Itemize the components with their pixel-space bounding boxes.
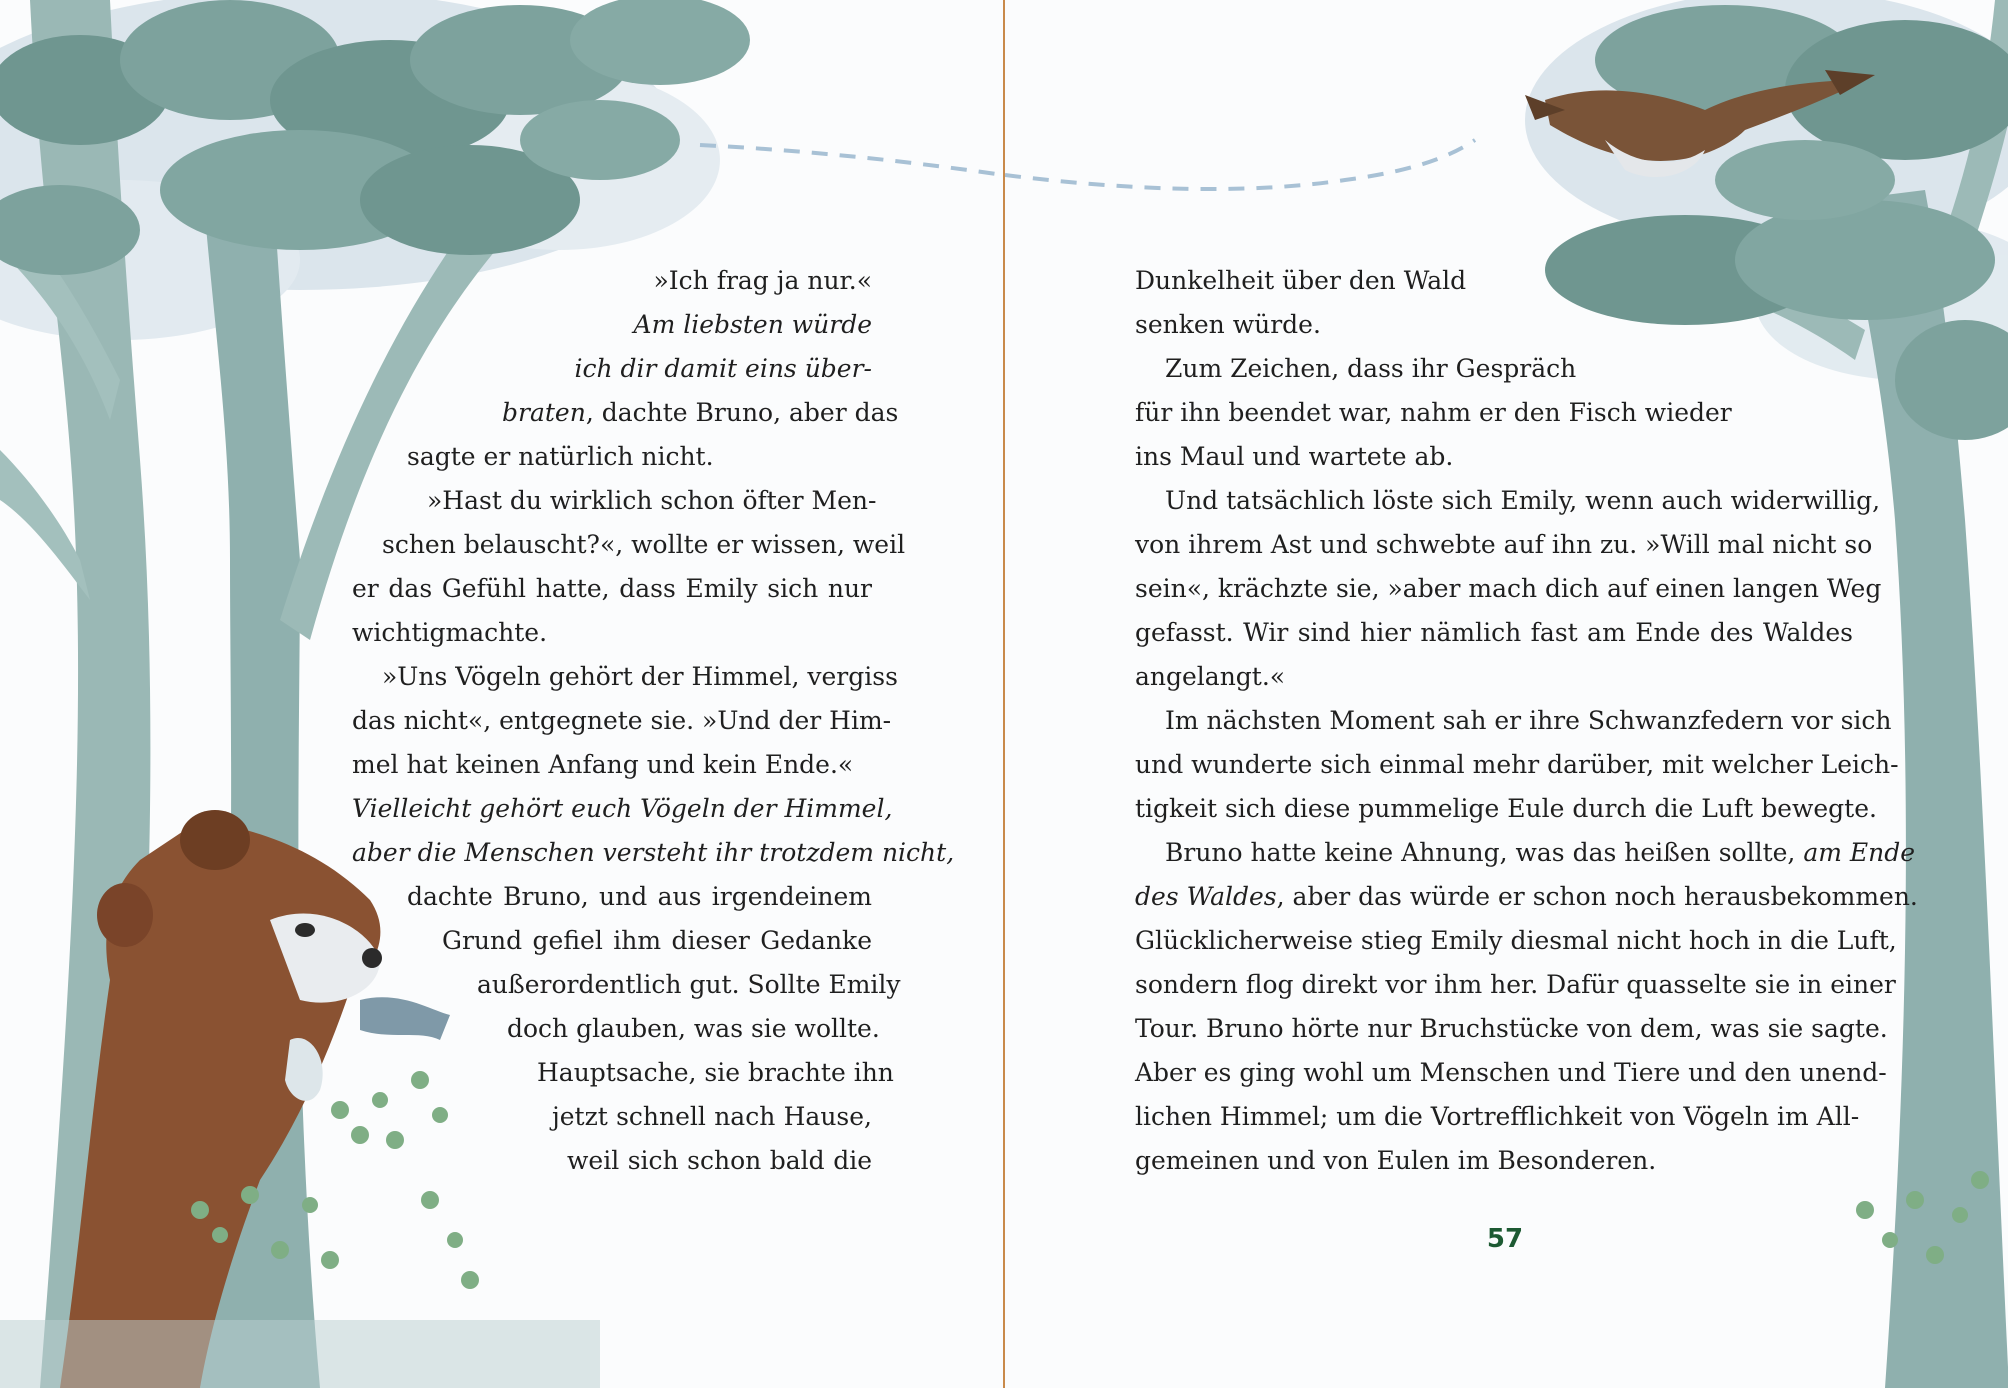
right-page: [1004, 0, 2008, 1388]
italic-word: braten: [502, 398, 586, 427]
text-line: jetzt schnell nach Hause,: [552, 1102, 872, 1131]
text-line: mel hat keinen Anfang und kein Ende.«: [352, 750, 854, 779]
text-line: [1135, 831, 1916, 875]
italic-phrase: des Waldes: [1135, 882, 1277, 911]
italic-phrase: am Ende: [1803, 838, 1916, 867]
text-line: »Ich frag ja nur.«: [653, 266, 872, 295]
text-line: Dunkelheit über den Wald: [1135, 266, 1467, 295]
text-line: aber die Menschen versteht ihr trotzdem nicht,: [352, 838, 955, 867]
text-line: lichen Himmel; um die Vortrefflichkeit von Vögeln im All-: [1135, 1102, 1860, 1131]
text-line: Tour. Bruno hörte nur Bruchstücke von dem, was sie sagte.: [1135, 1014, 1888, 1043]
text-line: senken würde.: [1135, 310, 1321, 339]
text-line: von ihrem Ast und schwebte auf ihn zu. »Will mal nicht so: [1135, 530, 1873, 559]
text-line: das nicht«, entgegnete sie. »Und der Him-: [352, 706, 892, 735]
text-line: Glücklicherweise stieg Emily diesmal nicht hoch in die Luft,: [1135, 926, 1897, 955]
text-line: doch glauben, was sie wollte.: [507, 1014, 880, 1043]
text-line: Hauptsache, sie brachte ihn: [537, 1058, 894, 1087]
text-line: Vielleicht gehört euch Vögeln der Himmel,: [352, 794, 893, 823]
text-line: weil sich schon bald die: [567, 1146, 872, 1175]
text-line: ins Maul und wartete ab.: [1135, 442, 1454, 471]
text-line: angelangt.«: [1135, 662, 1286, 691]
left-page-text: [352, 259, 955, 1183]
text-line: er das Gefühl hatte, dass Emily sich nur: [352, 574, 872, 603]
text-line: »Uns Vögeln gehört der Himmel, vergiss: [382, 662, 898, 691]
page-number: 57: [1486, 1224, 1524, 1254]
text-fragment: ,: [585, 398, 594, 427]
text-line: und wunderte sich einmal mehr darüber, mit welcher Leich-: [1135, 750, 1899, 779]
flight-path: [700, 145, 1003, 175]
text-line: [1135, 875, 1918, 919]
text-line: sondern flog direkt vor ihm her. Dafür quasselte sie in einer: [1135, 970, 1896, 999]
text-line: Und tatsächlich löste sich Emily, wenn auch widerwillig,: [1165, 486, 1881, 515]
text-line: Zum Zeichen, dass ihr Gespräch: [1165, 354, 1577, 383]
text-line: wichtigmachte.: [352, 618, 548, 647]
text-line: gefasst. Wir sind hier nämlich fast am Ende des Waldes: [1135, 618, 1853, 647]
text-line: Im nächsten Moment sah er ihre Schwanzfedern vor sich: [1165, 706, 1892, 735]
text-fragment: dachte Bruno, aber das: [601, 398, 899, 427]
text-line: Aber es ging wohl um Menschen und Tiere und den unend-: [1135, 1058, 1887, 1087]
text-line: sein«, krächzte sie, »aber mach dich auf einen langen Weg: [1135, 574, 1882, 603]
text-line: dachte Bruno, und aus irgendeinem: [407, 882, 872, 911]
text-line: »Hast du wirklich schon öfter Men-: [427, 486, 877, 515]
text-line: außerordentlich gut. Sollte Emily: [477, 970, 901, 999]
grass: [0, 1320, 600, 1388]
text-line: schen belauscht?«, wollte er wissen, weil: [382, 530, 906, 559]
flight-path: [1005, 140, 1475, 189]
text-fragment: Bruno hatte keine Ahnung, was das heißen sollte,: [1165, 838, 1796, 867]
text-line: für ihn beendet war, nahm er den Fisch wieder: [1135, 398, 1732, 427]
text-line: gemeinen und von Eulen im Besonderen.: [1135, 1146, 1657, 1175]
text-line: ich dir damit eins über-: [574, 354, 872, 383]
text-line: [352, 391, 899, 435]
right-page-text: [1135, 259, 1918, 1183]
text-line: tigkeit sich diese pummelige Eule durch die Luft bewegte.: [1135, 794, 1877, 823]
text-fragment: , aber das würde er schon noch herausbekommen.: [1276, 882, 1918, 911]
text-line: Am liebsten würde: [633, 310, 872, 339]
text-line: sagte er natürlich nicht.: [407, 442, 714, 471]
text-line: Grund gefiel ihm dieser Gedanke: [442, 926, 872, 955]
